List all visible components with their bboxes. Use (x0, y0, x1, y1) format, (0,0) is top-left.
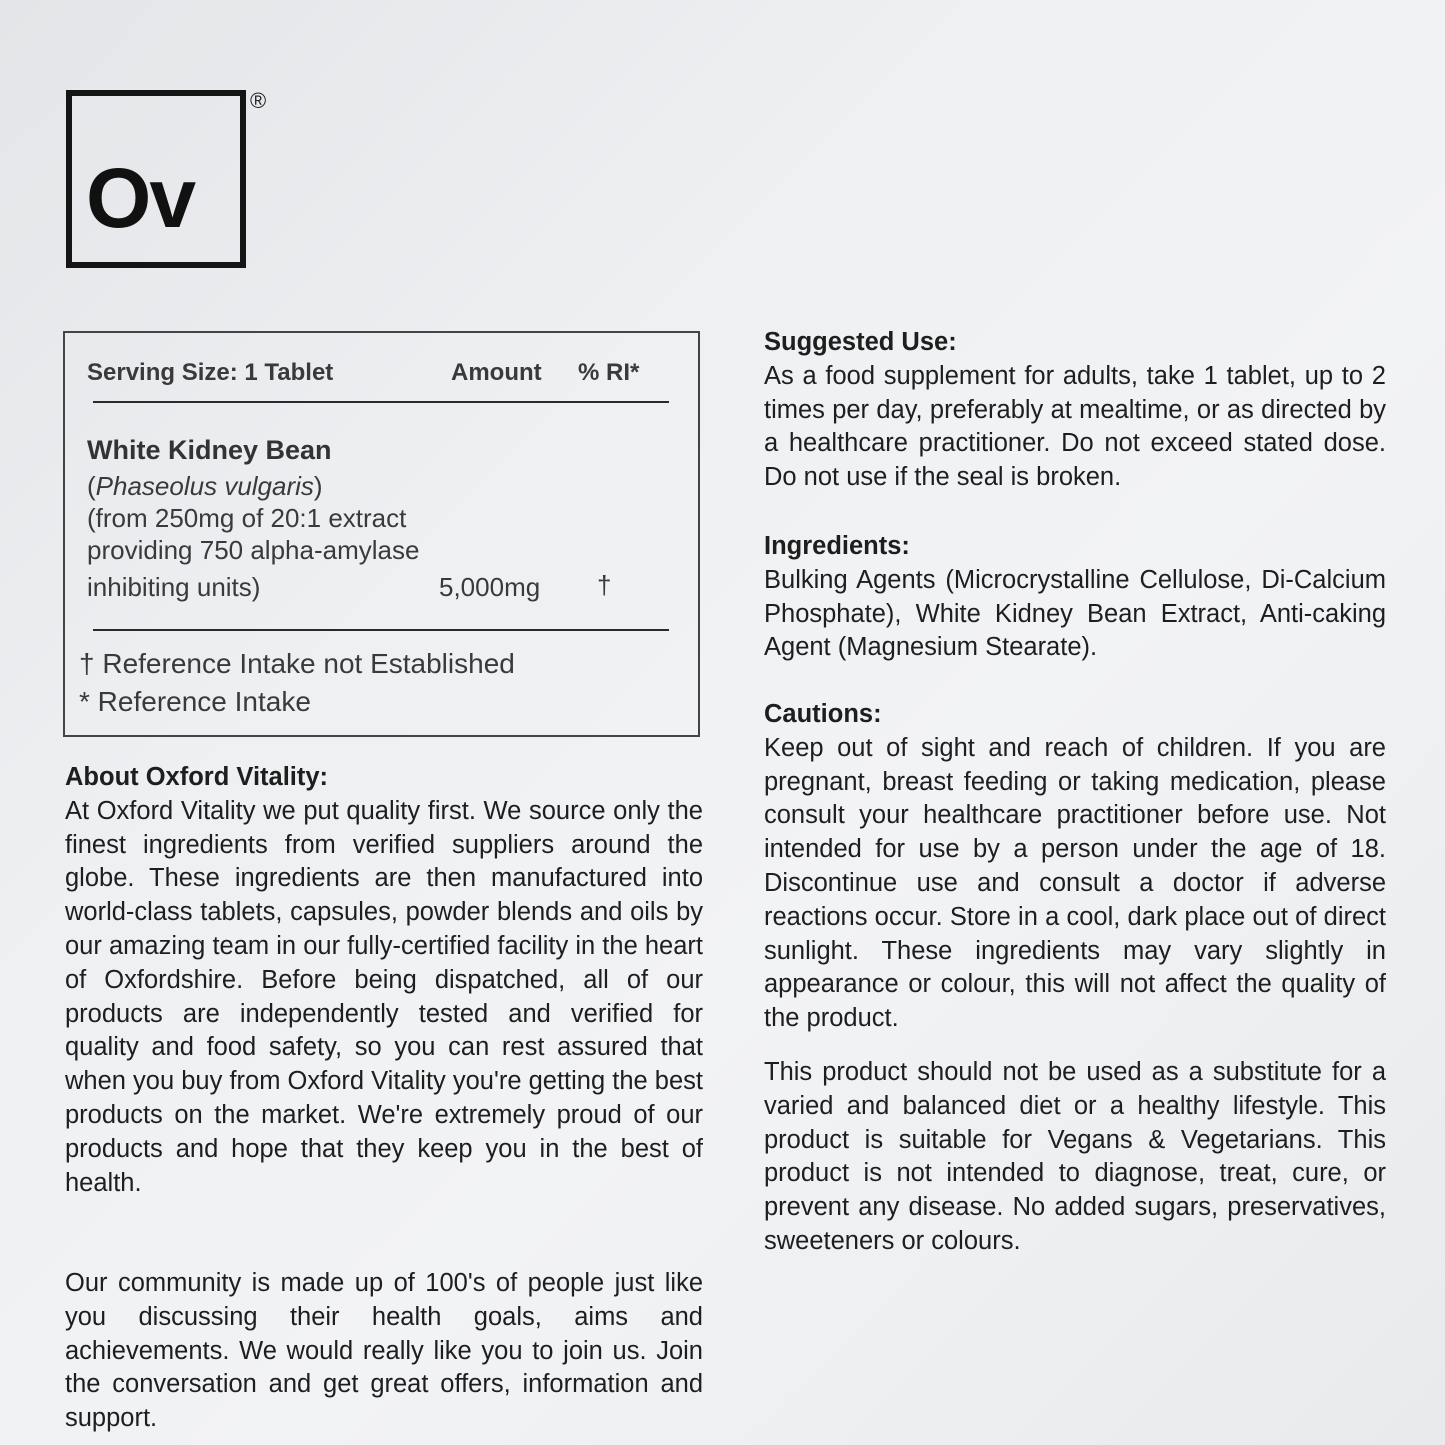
ingredients-section (764, 530, 1386, 665)
supplement-facts-panel (63, 331, 700, 737)
ingredient-amount: 5,000mg (439, 572, 541, 602)
ri-column-header: % RI* (578, 359, 640, 386)
cautions-body: Keep out of sight and reach of children. If you are pregnant, breast feeding or taking medication, please consult your healthcare practitioner before use. Not intended for use by a person under the age of 18. Discontinue use and consult a doctor if adverse reactions occur. Store in a cool, dark place out of direct sunlight. These ingredients may vary slightly in appearance or colour, this will not affect the quality of the product. (764, 733, 1386, 1033)
ingredient-latin-name: (Phaseolus vulgaris) (87, 471, 323, 501)
about-body: At Oxford Vitality we put quality first. We source only the finest ingredients from verified suppliers around the globe. These ingredients are then manufactured into world-class tablets, capsules, powder blends and oils by our amazing team in our fully-certified facility in the heart of Oxfordshire. Before being dispatched, all of our products are independently tested and verified for quality and food safety, so you can rest assured that when you buy from Oxford Vitality you're getting the best products on the market. We're extremely proud of our products and hope that they keep you in the best of health. (65, 796, 703, 1197)
suggested-use-body: As a food supplement for adults, take 1 tablet, up to 2 times per day, preferably at mealtime, or as directed by a healthcare practitioner. Do not exceed stated dose. Do not use if the seal is broken. (764, 361, 1386, 492)
header-divider (93, 401, 669, 403)
disclaimer-paragraph: This product should not be used as a substitute for a varied and balanced diet or a healthy lifestyle. This product is suitable for Vegans & Vegetarians. This product is not intended to diagnose, treat, cure, or prevent any disease. No added sugars, preservatives, sweeteners or colours. (764, 1058, 1386, 1255)
suggested-use-heading: Suggested Use: (764, 328, 957, 356)
cautions-heading: Cautions: (764, 700, 882, 728)
footnote-dagger: † Reference Intake not Established (79, 648, 515, 679)
about-heading: About Oxford Vitality: (65, 763, 329, 791)
cautions-section (764, 698, 1386, 1036)
logo-text: Ov (86, 151, 195, 245)
suggested-use-section (764, 326, 1386, 495)
extract-line-2: providing 750 alpha-amylase (87, 535, 420, 565)
registered-trademark-mark: ® (250, 88, 267, 113)
ingredient-name: White Kidney Bean (87, 435, 332, 465)
extract-line-3: inhibiting units) (87, 572, 261, 602)
footnote-asterisk: * Reference Intake (79, 686, 311, 717)
brand-logo (66, 90, 246, 268)
amount-column-header: Amount (451, 359, 542, 386)
ingredient-ri-value: † (597, 570, 612, 600)
ingredients-heading: Ingredients: (764, 532, 910, 560)
serving-size-label: Serving Size: 1 Tablet (87, 359, 334, 386)
about-section (65, 761, 703, 1200)
extract-line-1: (from 250mg of 20:1 extract (87, 503, 407, 533)
footer-divider (93, 629, 669, 631)
community-paragraph: Our community is made up of 100's of people just like you discussing their health goals, aims and achievements. We would really like you to join us. Join the conversation and get great offers, information and support. (65, 1269, 703, 1433)
ingredients-body: Bulking Agents (Microcrystalline Cellulose, Di-Calcium Phosphate), White Kidney Bean Extract, Anti-caking Agent (Magnesium Stearate). (764, 565, 1386, 662)
